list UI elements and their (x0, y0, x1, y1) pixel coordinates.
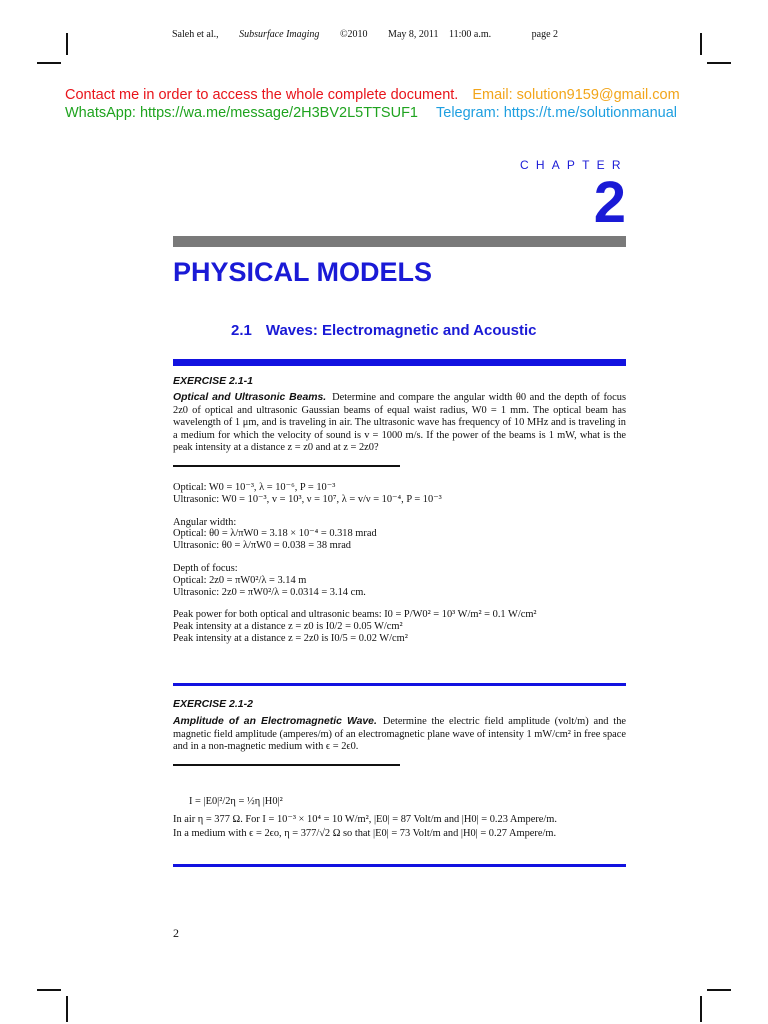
solution-formula: I = |E0|²/2η = ½η |H0|² (189, 796, 283, 807)
crop-mark-bottom-left-h (37, 989, 61, 991)
chapter-number: 2 (593, 170, 626, 235)
crop-mark-bottom-right-h (707, 989, 731, 991)
page-number: 2 (173, 926, 179, 940)
crop-mark-bottom-right-v (700, 996, 702, 1022)
solution-line: Peak intensity at a distance z = 2z0 is I0/5 = 0.02 W/cm² (173, 632, 408, 644)
header-copyright: ©2010 (339, 29, 368, 40)
solution-line: Ultrasonic: W0 = 10⁻³, v = 10³, ν = 10⁷, λ = v/ν = 10⁻⁴, P = 10⁻³ (173, 493, 442, 505)
exercise-2-label: EXERCISE 2.1-2 (173, 698, 253, 710)
section-blue-rule (173, 359, 626, 366)
exercise-2-solution (173, 796, 557, 839)
exercise-divider-rule (173, 683, 626, 686)
section-heading (231, 322, 537, 339)
header-authors: Saleh et al., (172, 29, 219, 40)
contact-message: Contact me in order to access the whole complete document. (65, 87, 459, 103)
exercise-2-statement (173, 716, 626, 754)
exercise-1-solution (173, 482, 537, 645)
solution-line: Depth of focus: (173, 562, 238, 574)
section-title: Waves: Electromagnetic and Acoustic (265, 322, 537, 339)
solution-line: Peak intensity at a distance z = z0 is I0/2 = 0.05 W/cm² (173, 621, 403, 633)
exercise-1-text: Determine and compare the angular width θ0 and the depth of focus 2z0 of optical and ultrasonic Gaussian beams of equal waist radius, W0 = 1 mm. The optical beam has wavelength of 1 μm, and is traveling in air. The ultrasonic wave has frequency of 10 MHz and is traveling in a medium for which the velocity of sound is v = 1000 m/s. If the power of the beams is 1 mW, what is the peak intensity at a distance z = z0 and at z = 2z0? (173, 392, 626, 454)
solution-line: Optical: W0 = 10⁻³, λ = 10⁻⁶, P = 10⁻³ (173, 482, 336, 493)
exercise-1-lead: Optical and Ultrasonic Beams. (173, 392, 327, 403)
solution-line: Ultrasonic: 2z0 = πW0²/λ = 0.0314 = 3.14 cm. (173, 586, 366, 598)
solution-line: In air η = 377 Ω. For I = 10⁻³ × 10⁴ = 10 W/m², |E0| = 87 Volt/m and |H0| = 0.23 Ampere/m. (173, 813, 557, 825)
section-number: 2.1 (231, 322, 252, 339)
crop-mark-bottom-left-v (66, 996, 68, 1022)
exercise-2-text: Determine the electric field amplitude (volt/m) and the magnetic field amplitude (amperes/m) of an electromagnetic plane wave of intensity 1 mW/cm² in free space and in a non-magnetic medium with ϵ = 2ϵ0. (173, 716, 627, 753)
exercise-1-statement (173, 392, 626, 455)
exercise-1-label: EXERCISE 2.1-1 (173, 375, 253, 387)
solution-line: In a medium with ϵ = 2ϵo, η = 377/√2 Ω so that |E0| = 73 Volt/m and |H0| = 0.27 Ampere/m. (173, 827, 557, 839)
header-time: 11:00 a.m. (449, 29, 492, 40)
exercise-2-lead: Amplitude of an Electromagnetic Wave. (173, 716, 377, 727)
chapter-gray-bar (173, 236, 626, 247)
contact-line-2 (65, 105, 677, 121)
contact-line-1 (65, 87, 680, 103)
chapter-title: PHYSICAL MODELS (173, 257, 433, 287)
exercise-2-rule (173, 764, 400, 766)
crop-mark-top-right-h (707, 62, 731, 64)
solution-line: Ultrasonic: θ0 = λ/πW0 = 0.038 = 38 mrad (173, 540, 351, 552)
solution-line: Optical: θ0 = λ/πW0 = 3.18 × 10⁻⁴ = 0.318 mrad (173, 528, 377, 540)
contact-whatsapp[interactable]: WhatsApp: https://wa.me/message/2H3BV2L5TTSUF1 (65, 105, 418, 121)
solution-line: Peak power for both optical and ultrasonic beams: I0 = P/W0² = 10³ W/m² = 0.1 W/cm² (173, 609, 537, 621)
crop-mark-top-left-v (66, 33, 68, 55)
header-date: May 8, 2011 (388, 29, 439, 40)
solution-line: Optical: 2z0 = πW0²/λ = 3.14 m (173, 574, 307, 586)
crop-mark-top-left-h (37, 62, 61, 64)
exercise-end-rule (173, 864, 626, 867)
contact-email[interactable]: Email: solution9159@gmail.com (472, 87, 680, 103)
contact-telegram[interactable]: Telegram: https://t.me/solutionmanual (436, 105, 677, 121)
header-page: page 2 (531, 29, 559, 40)
solution-line: Angular width: (173, 516, 237, 528)
chapter-word: CHAPTER (520, 158, 628, 172)
exercise-1-rule (173, 465, 400, 467)
header-book: Subsurface Imaging (239, 29, 320, 40)
crop-mark-top-right-v (700, 33, 702, 55)
running-header (172, 29, 576, 40)
